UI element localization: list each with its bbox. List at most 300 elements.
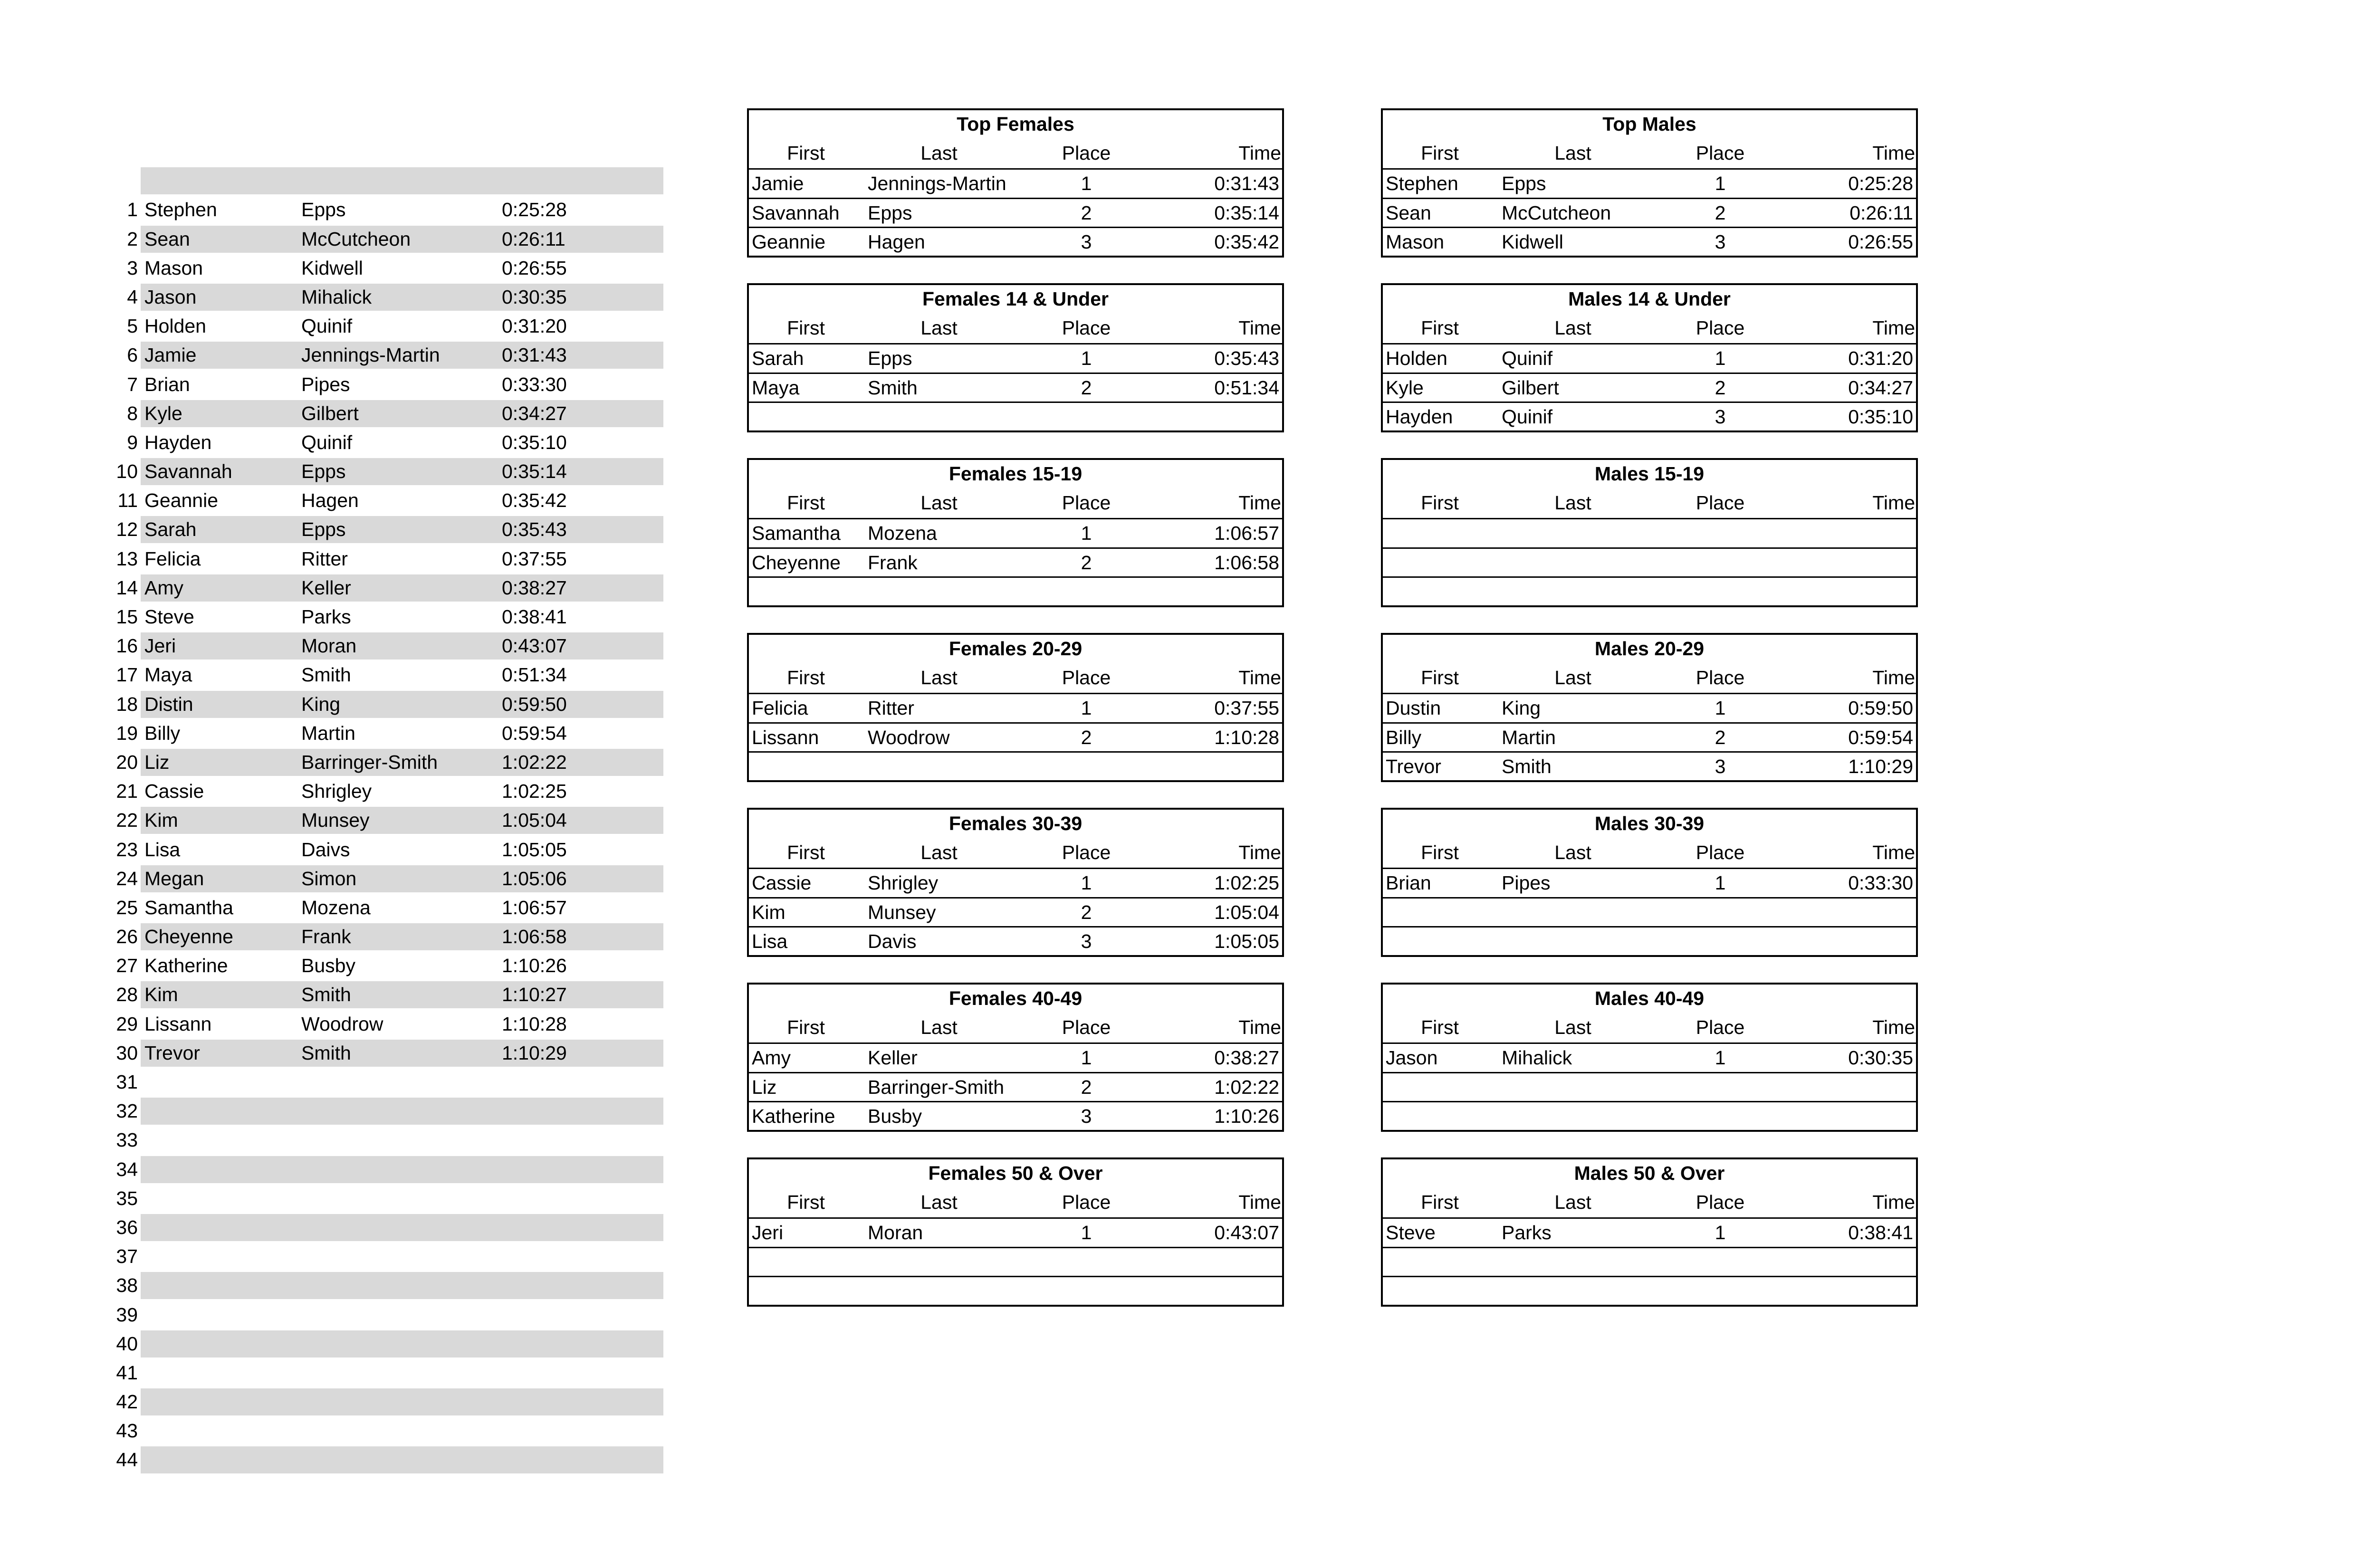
row-shading [141,1098,663,1125]
header-first: First [1421,667,1459,689]
row-shading [141,1214,663,1241]
table-row [749,1217,1282,1246]
females-50-over-table [747,1157,1284,1307]
last-name: Pipes [301,373,350,395]
table-row [1383,693,1916,722]
last-name: Parks [301,606,351,628]
overall-row [95,1097,665,1126]
place: 3 [1715,755,1726,777]
first-name: Jeri [752,1222,784,1244]
first-name: Felicia [144,547,201,570]
place-number: 16 [116,635,138,657]
table-row [1383,373,1916,402]
finish-time: 1:05:06 [502,867,567,889]
last-name: Simon [301,867,357,889]
first-name: Katherine [752,1105,835,1127]
first-name: Savannah [752,201,840,224]
header-last: Last [1554,841,1591,864]
finish-time: 1:10:28 [1214,726,1279,748]
finish-time: 1:02:25 [1214,872,1279,894]
place-number: 28 [116,984,138,1006]
place: 1 [1715,172,1726,195]
overall-row [95,486,665,515]
first-name: Samantha [144,896,233,918]
place-number: 31 [116,1071,138,1093]
last-name: Jennings-Martin [868,172,1006,195]
place: 1 [1081,697,1092,719]
last-name: Frank [868,551,918,574]
table-row [1383,343,1916,372]
row-shading [141,1156,663,1183]
first-name: Brian [144,373,190,395]
place: 1 [1081,347,1092,370]
table-row [1383,926,1916,955]
last-name: Kidwell [301,257,363,279]
overall-row [95,1416,665,1445]
header-time: Time [1238,492,1281,514]
header-time: Time [1872,142,1915,164]
last-name: Mihalick [301,286,372,308]
header-first: First [787,317,825,339]
place-number: 7 [127,373,138,395]
header-place: Place [1696,841,1745,864]
place-number: 35 [116,1187,138,1209]
place: 3 [1715,230,1726,253]
row-shading [141,632,663,660]
finish-time: 0:43:07 [502,635,567,657]
header-last: Last [1554,492,1591,514]
place: 2 [1081,901,1092,923]
last-name: Smith [301,984,351,1006]
finish-time: 0:25:28 [1848,172,1913,195]
first-name: Mason [144,257,203,279]
header-row [749,1013,1282,1042]
finish-time: 0:30:35 [1848,1047,1913,1069]
table-row [1383,198,1916,227]
table-row [749,373,1282,402]
first-name: Felicia [752,697,808,719]
header-place: Place [1696,1191,1745,1214]
overall-row [95,545,665,574]
females-15-19-table [747,458,1284,607]
first-name: Steve [144,606,194,628]
overall-row [95,574,665,602]
header-last: Last [920,492,958,514]
first-name: Kim [752,901,786,923]
finish-time: 1:02:22 [1214,1076,1279,1098]
table-row [749,547,1282,576]
header-place: Place [1062,1191,1111,1214]
finish-time: 0:26:11 [502,228,565,250]
header-place: Place [1062,1016,1111,1039]
overall-results-list [95,137,665,1475]
first-name: Jason [1386,1047,1438,1069]
first-name: Billy [144,722,181,744]
place-number: 14 [116,576,138,599]
last-name: Parks [1502,1222,1552,1244]
overall-row [95,1358,665,1387]
finish-time: 0:26:55 [502,257,567,279]
last-name: Gilbert [1502,376,1559,399]
header-row [1383,1188,1916,1217]
first-name: Billy [1386,726,1422,748]
overall-row [95,835,665,864]
header-time: Time [1238,1191,1281,1214]
overall-row [95,283,665,312]
header-place: Place [1062,841,1111,864]
place: 2 [1081,376,1092,399]
place-number: 23 [116,838,138,860]
table-row [749,1247,1282,1276]
finish-time: 1:06:58 [1214,551,1279,574]
last-name: Keller [301,576,351,599]
table-row [749,751,1282,780]
first-name: Distin [144,693,193,715]
first-name: Megan [144,867,204,889]
overall-row [95,195,665,224]
header-place: Place [1062,142,1111,164]
row-shading [141,807,663,834]
header-last: Last [920,667,958,689]
finish-time: 0:26:11 [1849,201,1913,224]
finish-time: 0:35:10 [1848,405,1913,428]
finish-time: 0:33:30 [502,373,567,395]
last-name: Keller [868,1047,918,1069]
last-name: Busby [868,1105,922,1127]
table-row [749,926,1282,955]
last-name: Woodrow [301,1013,383,1035]
finish-time: 0:35:42 [1214,230,1279,253]
last-name: Mozena [301,896,371,918]
first-name: Lissann [752,726,819,748]
last-name: Pipes [1502,872,1551,894]
overall-row [95,806,665,835]
overall-row [95,631,665,660]
last-name: Daivs [301,838,350,860]
header-first: First [787,142,825,164]
finish-time: 1:10:29 [502,1042,567,1064]
header-first: First [787,1016,825,1039]
finish-time: 0:51:34 [502,664,567,686]
row-shading [141,691,663,718]
table-row [1383,402,1916,430]
header-row [749,839,1282,868]
table-title: Females 30-39 [948,813,1083,834]
place: 1 [1715,1222,1726,1244]
place-number: 39 [116,1303,138,1326]
table-row [1383,1276,1916,1305]
finish-time: 0:26:55 [1848,230,1913,253]
header-first: First [787,492,825,514]
table-row [749,1276,1282,1305]
last-name: Epps [868,201,912,224]
header-row [1383,314,1916,343]
header-place: Place [1696,142,1745,164]
overall-row [95,254,665,283]
first-name: Cheyenne [144,926,233,948]
finish-time: 0:34:27 [502,402,567,424]
first-name: Hayden [1386,405,1453,428]
header-time: Time [1238,142,1281,164]
header-place: Place [1696,667,1745,689]
females-40-49-table [747,983,1284,1132]
last-name: Shrigley [868,872,939,894]
table-title: Top Males [1602,113,1696,135]
finish-time: 0:31:43 [1214,172,1279,195]
overall-row [95,660,665,689]
finish-time: 0:35:43 [502,518,567,541]
finish-time: 1:10:26 [502,955,567,977]
place-number: 22 [116,809,138,832]
row-shading [141,1272,663,1299]
row-shading [141,167,663,194]
table-row [1383,1072,1916,1101]
overall-row [95,1184,665,1213]
place: 1 [1081,172,1092,195]
first-name: Cheyenne [752,551,841,574]
header-row [1383,139,1916,168]
first-name: Jason [144,286,197,308]
row-shading [141,1330,663,1358]
males-30-39-table [1381,808,1918,957]
place: 2 [1715,201,1726,224]
place-number: 8 [127,402,138,424]
first-name: Stephen [144,199,217,221]
place: 2 [1081,201,1092,224]
last-name: Woodrow [868,726,950,748]
header-last: Last [1554,317,1591,339]
header-place: Place [1696,492,1745,514]
males-14-under-table [1381,283,1918,432]
place-number: 6 [127,344,138,366]
first-name: Samantha [752,522,841,545]
last-name: Martin [1502,726,1556,748]
first-name: Steve [1386,1222,1436,1244]
first-name: Holden [1386,347,1447,370]
place-number: 10 [116,460,138,483]
row-shading [141,400,663,427]
place: 1 [1715,1047,1726,1069]
header-row [749,664,1282,693]
table-row [1383,227,1916,256]
row-shading [141,574,663,602]
place: 1 [1715,872,1726,894]
header-last: Last [1554,667,1591,689]
overall-row [95,690,665,719]
table-row [749,868,1282,897]
place-number: 20 [116,751,138,773]
finish-time: 1:10:28 [502,1013,567,1035]
table-row [1383,1042,1916,1071]
table-row [1383,576,1916,605]
first-name: Jamie [752,172,804,195]
place-number: 36 [116,1216,138,1238]
finish-time: 0:43:07 [1214,1222,1279,1244]
last-name: McCutcheon [301,228,411,250]
place: 3 [1715,405,1726,428]
overall-row [95,719,665,748]
first-name: Kim [144,984,178,1006]
finish-time: 0:31:43 [502,344,567,366]
header-last: Last [920,841,958,864]
last-name: Epps [868,347,912,370]
overall-row [95,166,665,195]
header-first: First [1421,142,1459,164]
last-name: Mozena [868,522,937,545]
first-name: Lisa [144,838,181,860]
place-number: 29 [116,1013,138,1035]
place: 3 [1081,1105,1092,1127]
header-first: First [1421,1191,1459,1214]
table-title: Females 50 & Over [928,1162,1103,1184]
place: 2 [1081,726,1092,748]
header-first: First [1421,841,1459,864]
last-name: Gilbert [301,402,359,424]
overall-row [95,748,665,777]
first-name: Hayden [144,431,212,453]
finish-time: 1:02:22 [502,751,567,773]
last-name: Quinif [301,431,353,453]
first-name: Trevor [1386,755,1441,777]
finish-time: 1:06:57 [502,896,567,918]
header-time: Time [1872,1016,1915,1039]
place-number: 43 [116,1420,138,1442]
table-row [749,518,1282,547]
place-number: 1 [127,199,138,221]
place-number: 44 [116,1449,138,1471]
header-place: Place [1062,492,1111,514]
last-name: Hagen [868,230,925,253]
table-title: Males 14 & Under [1568,288,1731,310]
place: 1 [1715,347,1726,370]
header-time: Time [1238,841,1281,864]
header-time: Time [1872,317,1915,339]
header-last: Last [920,1191,958,1214]
header-last: Last [920,142,958,164]
row-shading [141,865,663,892]
overall-row [95,428,665,457]
overall-row [95,864,665,893]
last-name: Ritter [301,547,348,570]
finish-time: 0:31:20 [502,315,567,337]
finish-time: 1:10:29 [1848,755,1913,777]
finish-time: 0:34:27 [1848,376,1913,399]
table-row [749,402,1282,430]
table-row [749,1072,1282,1101]
finish-time: 0:37:55 [502,547,567,570]
header-time: Time [1238,1016,1281,1039]
row-shading [141,1446,663,1473]
overall-row [95,1213,665,1242]
place: 1 [1081,1222,1092,1244]
males-20-29-table [1381,633,1918,782]
table-row [1383,547,1916,576]
header-row [749,139,1282,168]
last-name: Quinif [1502,347,1553,370]
overall-row [95,777,665,806]
place-number: 26 [116,926,138,948]
last-name: Shrigley [301,780,372,803]
table-row [749,227,1282,256]
table-row [749,722,1282,751]
last-name: Smith [301,1042,351,1064]
place-number: 21 [116,780,138,803]
overall-row [95,341,665,370]
overall-row [95,1068,665,1097]
overall-row [95,312,665,341]
overall-row [95,457,665,486]
first-name: Jamie [144,344,197,366]
header-place: Place [1696,317,1745,339]
last-name: Davis [868,930,917,952]
table-row [749,343,1282,372]
last-name: Busby [301,955,355,977]
table-row [1383,1217,1916,1246]
place-number: 11 [117,489,138,512]
place-number: 12 [116,518,138,541]
table-row [1383,518,1916,547]
females-14-under-table [747,283,1284,432]
finish-time: 1:05:04 [502,809,567,832]
place-number: 30 [116,1042,138,1064]
first-name: Liz [752,1076,777,1098]
last-name: Moran [868,1222,923,1244]
last-name: Epps [301,518,346,541]
overall-row [95,893,665,922]
table-row [749,576,1282,605]
table-row [749,897,1282,926]
place-number: 38 [116,1274,138,1297]
last-name: Barringer-Smith [301,751,438,773]
males-15-19-table [1381,458,1918,607]
first-name: Sarah [752,347,804,370]
header-last: Last [1554,1016,1591,1039]
first-name: Lisa [752,930,788,952]
last-name: Quinif [1502,405,1553,428]
place-number: 3 [127,257,138,279]
place-number: 34 [116,1158,138,1180]
first-name: Sean [144,228,190,250]
overall-row [95,1126,665,1155]
overall-row [95,515,665,544]
finish-time: 0:35:42 [502,489,567,512]
finish-time: 1:05:05 [502,838,567,860]
finish-time: 0:51:34 [1214,376,1279,399]
place: 3 [1081,930,1092,952]
place-number: 15 [116,606,138,628]
finish-time: 0:38:27 [1214,1047,1279,1069]
finish-time: 1:02:25 [502,780,567,803]
top-males-table [1381,108,1918,258]
place: 2 [1081,551,1092,574]
last-name: Epps [301,460,346,483]
last-name: Frank [301,926,351,948]
header-row [1383,1013,1916,1042]
place-number: 2 [127,228,138,250]
header-place: Place [1696,1016,1745,1039]
overall-row [95,137,665,166]
table-title: Females 14 & Under [922,288,1109,310]
header-time: Time [1238,667,1281,689]
last-name: Kidwell [1502,230,1563,253]
finish-time: 0:37:55 [1214,697,1279,719]
place: 3 [1081,230,1092,253]
header-first: First [787,841,825,864]
table-title: Females 20-29 [948,638,1083,660]
first-name: Cassie [144,780,204,803]
row-shading [141,284,663,311]
first-name: Savannah [144,460,232,483]
